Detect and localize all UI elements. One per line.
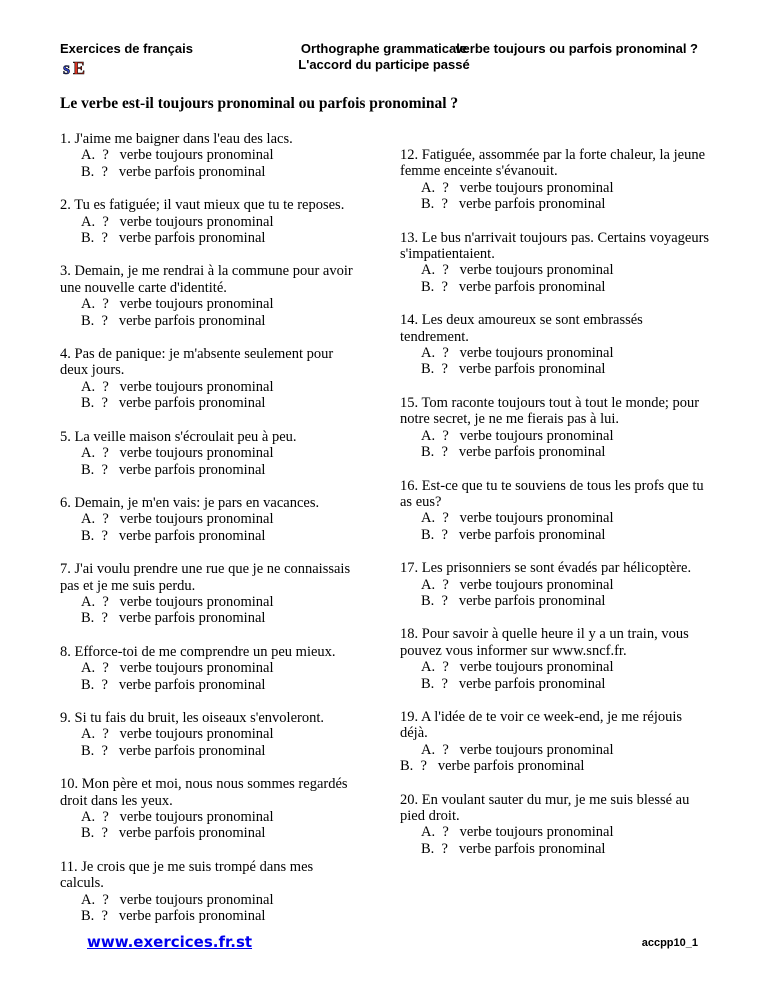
question-item (400, 395, 710, 461)
option-b[interactable]: B. ? verbe parfois pronominal (81, 312, 266, 329)
option-a[interactable]: A. ? verbe toujours pronominal (81, 445, 274, 462)
option-a[interactable]: A. ? verbe toujours pronominal (81, 378, 274, 395)
site-link[interactable]: www.exercices.fr.st (87, 933, 253, 951)
header-topic-line1: Orthographe grammaticale (300, 41, 468, 56)
option-a[interactable]: A. ? verbe toujours pronominal (81, 511, 274, 528)
option-b[interactable]: B. ? verbe parfois pronominal (421, 675, 606, 692)
question-item (60, 495, 360, 544)
option-a[interactable]: A. ? verbe toujours pronominal (421, 427, 614, 444)
option-b[interactable]: B. ? verbe parfois pronominal (81, 742, 266, 759)
option-a[interactable]: A. ? verbe toujours pronominal (421, 576, 614, 593)
question-item (400, 147, 710, 213)
question-item (60, 859, 360, 925)
question-text: 12. Fatiguée, assommée par la forte chaleur, la jeune femme enceinte s'évanouit. (400, 147, 706, 180)
option-a[interactable]: A. ? verbe toujours pronominal (81, 809, 274, 825)
questions-column-right (400, 147, 710, 874)
option-b[interactable]: B. ? verbe parfois pronominal (421, 840, 606, 857)
svg-text:E: E (73, 58, 86, 78)
option-b[interactable]: B. ? verbe parfois pronominal (81, 610, 266, 627)
question-text: 14. Les deux amoureux se sont embrassés tendrement. (400, 312, 643, 345)
question-item (60, 197, 360, 246)
option-b[interactable]: B. ? verbe parfois pronominal (81, 676, 266, 693)
question-item (400, 230, 710, 296)
question-text: 10. Mon père et moi, nous nous sommes regardés droit dans les yeux. (60, 776, 348, 809)
exercise-code: accpp10_1 (641, 937, 698, 949)
question-text: 16. Est-ce que tu te souviens de tous les profs que tu as eus? (400, 477, 704, 510)
question-text: 4. Pas de panique: je m'absente seulement pour deux jours. (60, 346, 334, 379)
option-a[interactable]: A. ? verbe toujours pronominal (81, 660, 274, 677)
option-b[interactable]: B. ? verbe parfois pronominal (81, 825, 266, 842)
question-item (400, 792, 710, 858)
question-text: 6. Demain, je m'en vais: je pars en vacances. (60, 494, 320, 511)
option-a[interactable]: A. ? verbe toujours pronominal (81, 593, 274, 610)
page-title: Le verbe est-il toujours pronominal ou parfois pronominal ? (60, 95, 459, 112)
option-b[interactable]: B. ? verbe parfois pronominal (421, 444, 606, 461)
question-text: 13. Le bus n'arrivait toujours pas. Certains voyageurs s'impatientaient. (400, 229, 710, 263)
header-exercise-label: verbe toujours ou parfois pronominal ? (455, 41, 698, 56)
option-a[interactable]: A. ? verbe toujours pronominal (421, 179, 614, 196)
option-b[interactable]: B. ? verbe parfois pronominal (81, 527, 266, 544)
question-text: 20. En voulant sauter du mur, je me suis blessé au pied droit. (400, 791, 690, 824)
question-text: 1. J'aime me baigner dans l'eau des lacs. (60, 131, 293, 147)
option-a[interactable]: A. ? verbe toujours pronominal (421, 824, 614, 841)
question-item (400, 560, 710, 609)
option-a[interactable]: A. ? verbe toujours pronominal (421, 510, 614, 527)
option-a[interactable]: A. ? verbe toujours pronominal (421, 262, 614, 279)
question-text: 9. Si tu fais du bruit, les oiseaux s'envoleront. (60, 709, 324, 726)
header-topic-line2: L'accord du participe passé (298, 57, 470, 72)
option-a[interactable]: A. ? verbe toujours pronominal (81, 891, 274, 908)
option-a[interactable]: A. ? verbe toujours pronominal (421, 741, 614, 758)
question-text: 17. Les prisonniers se sont évadés par hélicoptère. (400, 560, 692, 577)
question-item (60, 429, 360, 478)
option-b[interactable]: B. ? verbe parfois pronominal (421, 278, 606, 295)
option-b[interactable]: B. ? verbe parfois pronominal (81, 461, 266, 478)
question-item (60, 644, 360, 693)
option-a[interactable]: A. ? verbe toujours pronominal (81, 726, 274, 743)
question-text: 18. Pour savoir à quelle heure il y a un train, vous pouvez vous informer sur www.sncf.fr. (400, 626, 689, 659)
option-b[interactable]: B. ? verbe parfois pronominal (421, 526, 606, 543)
question-text: 7. J'ai voulu prendre une rue que je ne connaissais pas et je me suis perdu. (60, 561, 351, 594)
question-item (60, 776, 360, 842)
question-text: 3. Demain, je me rendrai à la commune pour avoir une nouvelle carte d'identité. (60, 263, 353, 296)
question-item (60, 346, 360, 412)
question-text: 11. Je crois que je me suis trompé dans mes calculs. (60, 858, 314, 892)
question-text: 19. A l'idée de te voir ce week-end, je me réjouis déjà. (400, 708, 683, 742)
question-item (60, 131, 360, 180)
question-text: 2. Tu es fatiguée; il vaut mieux que tu te reposes. (60, 197, 345, 214)
option-b[interactable]: B. ? verbe parfois pronominal (81, 908, 266, 925)
question-item (400, 478, 710, 544)
question-text: 15. Tom raconte toujours tout à tout le monde; pour notre secret, je ne me fierais pas à lui. (400, 394, 700, 428)
option-a[interactable]: A. ? verbe toujours pronominal (81, 147, 274, 164)
question-text: 8. Efforce-toi de me comprendre un peu mieux. (60, 643, 336, 660)
questions-column-left (60, 131, 360, 941)
option-b[interactable]: B. ? verbe parfois pronominal (81, 230, 266, 247)
question-item (400, 709, 710, 775)
option-a[interactable]: A. ? verbe toujours pronominal (81, 213, 274, 230)
header-site-label: Exercices de français (60, 41, 193, 56)
question-item (400, 312, 710, 378)
option-a[interactable]: A. ? verbe toujours pronominal (421, 659, 614, 676)
option-b[interactable]: B. ? verbe parfois pronominal (81, 163, 266, 180)
option-b[interactable]: B. ? verbe parfois pronominal (400, 758, 585, 775)
question-item (60, 710, 360, 759)
svg-text:s: s (63, 58, 71, 78)
option-b[interactable]: B. ? verbe parfois pronominal (421, 592, 606, 609)
option-b[interactable]: B. ? verbe parfois pronominal (421, 361, 606, 378)
question-text: 5. La veille maison s'écroulait peu à peu. (60, 428, 297, 445)
question-item (60, 561, 360, 627)
option-a[interactable]: A. ? verbe toujours pronominal (421, 345, 614, 362)
option-b[interactable]: B. ? verbe parfois pronominal (81, 395, 266, 412)
option-a[interactable]: A. ? verbe toujours pronominal (81, 296, 274, 313)
option-b[interactable]: B. ? verbe parfois pronominal (421, 196, 606, 213)
site-logo-icon (62, 58, 92, 78)
question-item (60, 263, 360, 329)
question-item (400, 626, 710, 692)
